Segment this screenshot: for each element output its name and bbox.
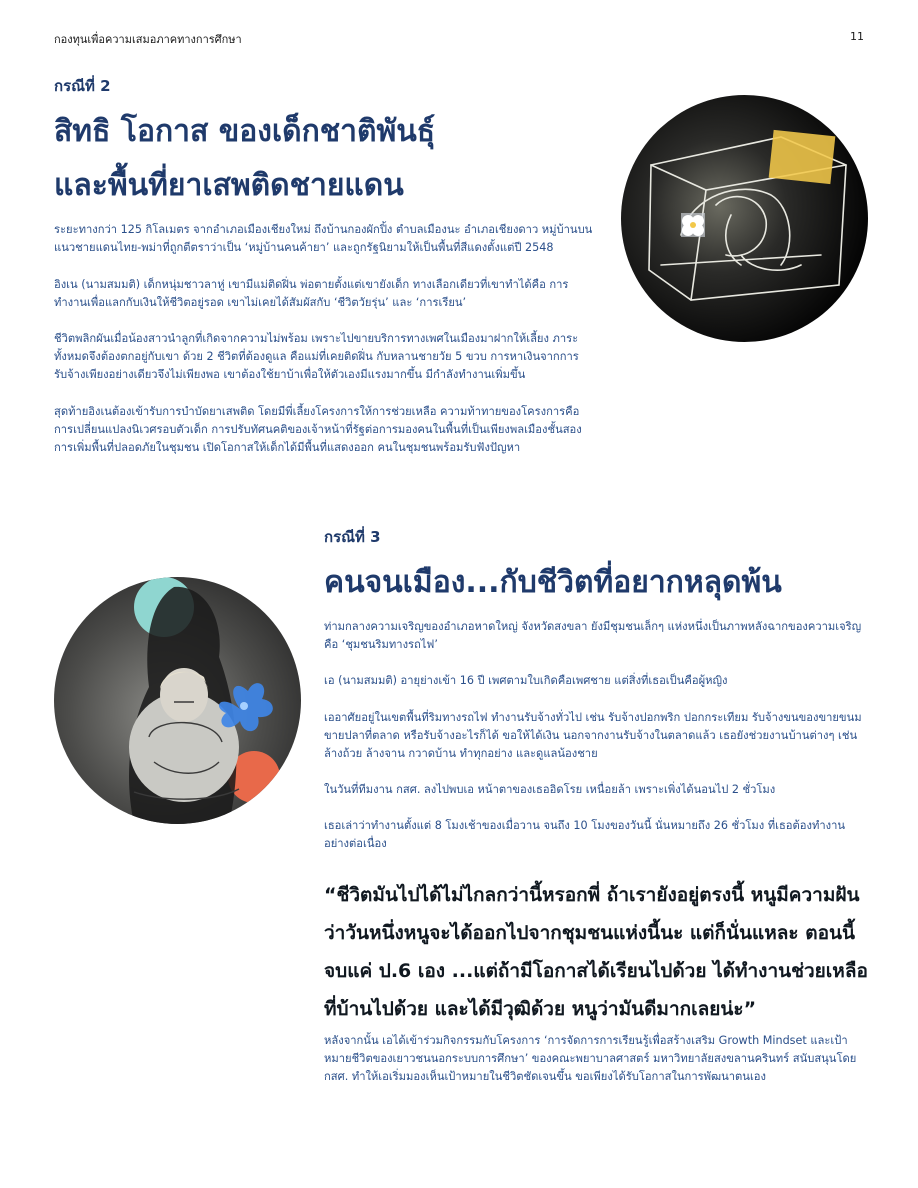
case2-paragraph-2: อิงเน (นามสมมติ) เด็กหนุ่มชาวลาหู่ เขามีแม่ติดฝิ่น พ่อตายตั้งแต่เขายังเด็ก ทางเลือกเดียวที่เขาทำได้คือ การทำงานเพื่อแลกกับเงินให้ชีวิตอยู่รอด เขาไม่เคยได้สัมผัสกับ ‘ชีวิตวัยรุ่น’ และ ‘การเรียน’ [54, 278, 569, 309]
case2-paragraph-3: ชีวิตพลิกผันเมื่อน้องสาวนำลูกที่เกิดจากความไม่พร้อม เพราะไปขายบริการทางเพศในเมืองมาฝากให้เลี้ยง ภาระทั้งหมดจึงต้องตกอยู่กับเขา ด้วย 2 ชีวิตที่ต้องดูแล คือแม่ที่เคยติดฝิ่น กับหลานชายวัย 5 ขวบ การหาเงินจากการรับจ้างเพียงอย่างเดียวจึงไม่เพียงพอ เขาต้องใช้ยาบ้าเพื่อให้ตัวเองมีแรงมากขึ้น มีกำลังทำงานเพิ่มขึ้น [54, 332, 579, 381]
case3-title: คนจนเมือง...กับชีวิตที่อยากหลุดพ้น [324, 565, 782, 600]
sketch-boy-in-box-image [621, 95, 868, 342]
case3-paragraph-4: ในวันที่ทีมงาน กสศ. ลงไปพบเอ หน้าตาของเธออิดโรย เหนื่อยล้า เพราะเพิ่งได้นอนไป 2 ชั่วโมง [324, 783, 776, 796]
header-organization: กองทุนเพื่อความเสมอภาคทางการศึกษา [54, 33, 242, 46]
case2-paragraph-4: สุดท้ายอิงเนต้องเข้ารับการบำบัดยาเสพติด โดยมีพี่เลี้ยงโครงการให้การช่วยเหลือ ความท้าทายของโครงการคือ การเปลี่ยนแปลงนิเวศรอบตัวเด็ก การปรับทัศนคติของเจ้าหน้าที่รัฐต่อการมองคนในพื้นที่เป็นเพียงพลเมืองชั้นสอง การเพิ่มพื้นที่ปลอดภัยในชุมชน เปิดโอกาสให้เด็กได้มีพื้นที่แสดงออก คนในชุมชนพร้อมรับฟังปัญหา [54, 405, 582, 454]
case2-label: กรณีที่ 2 [54, 77, 111, 95]
case2-title-line2: และพื้นที่ยาเสพติดชายแดน [54, 168, 404, 203]
case3-label: กรณีที่ 3 [324, 528, 381, 546]
case3-closing-paragraph: หลังจากนั้น เอได้เข้าร่วมกิจกรรมกับโครงการ ‘การจัดการการเรียนรู้เพื่อสร้างเสริม Growth Mindset และเป้าหมายชีวิตของเยาวชนนอกระบบการศึกษา’ ของคณะพยาบาลศาสตร์ มหาวิทยาลัยสงขลานครินทร์ สนับสนุนโดย กสศ. ทำให้เอเริ่มมองเห็นเป้าหมายในชีวิตชัดเจนขึ้น ขอเพียงได้รับโอกาสในการพัฒนาตนเอง [324, 1034, 857, 1083]
page-number: 11 [850, 30, 864, 43]
case2-illustration [621, 95, 868, 342]
case3-paragraph-2: เอ (นามสมมติ) อายุย่างเข้า 16 ปี เพศตามใบเกิดคือเพศชาย แต่สิ่งที่เธอเป็นคือผู้หญิง [324, 674, 728, 687]
case3-quote: “ชีวิตมันไปได้ไม่ไกลกว่านี้หรอกพี่ ถ้าเรายังอยู่ตรงนี้ หนูมีความฝันว่าวันหนึ่งหนูจะได้ออกไปจากชุมชนแห่งนี้นะ แต่ก็นั่นแหละ ตอนนี้จบแค่ ป.6 เอง ...แต่ถ้ามีโอกาสได้เรียนไปด้วย ได้ทำงานช่วยเหลือที่บ้านไปด้วย และได้มีวุฒิด้วย หนูว่ามันดีมากเลยน่ะ” [324, 884, 868, 1020]
case2-title-line1: สิทธิ โอกาส ของเด็กชาติพันธุ์ [54, 114, 436, 149]
case3-illustration [54, 577, 301, 824]
case3-paragraph-5: เธอเล่าว่าทำงานตั้งแต่ 8 โมงเช้าของเมื่อวาน จนถึง 10 โมงของวันนี้ นั่นหมายถึง 26 ชั่วโมง ที่เธอต้องทำงานอย่างต่อเนื่อง [324, 819, 846, 850]
case3-paragraph-1: ท่ามกลางความเจริญของอำเภอหาดใหญ่ จังหวัดสงขลา ยังมีชุมชนเล็กๆ แห่งหนึ่งเป็นภาพหลังฉากของความเจริญ คือ ‘ชุมชนริมทางรถไฟ’ [324, 620, 862, 651]
sketch-girl-hugging-knees-image [54, 577, 301, 824]
page-header [54, 30, 864, 46]
case3-paragraph-3: เออาศัยอยู่ในเขตพื้นที่ริมทางรถไฟ ทำงานรับจ้างทั่วไป เช่น รับจ้างปอกพริก ปอกกระเทียม รับจ้างขนของขายขนม ขายปลาที่ตลาด หรือรับจ้างอะไรก็ได้ ขอให้ได้เงิน นอกจากงานรับจ้างในตลาดแล้ว เธอยังช่วยงานบ้านต่างๆ เช่น ล้างถ้วย ล้างจาน กวาดบ้าน ทำทุกอย่าง และดูแลน้องชาย [324, 711, 862, 760]
case2-paragraph-1: ระยะทางกว่า 125 กิโลเมตร จากอำเภอเมืองเชียงใหม่ ถึงบ้านกองผักปิ้ง ตำบลเมืองนะ อำเภอเชียงดาว หมู่บ้านบนแนวชายแดนไทย-พม่าที่ถูกตีตราว่าเป็น ‘หมู่บ้านคนค้ายา’ และถูกรัฐนิยามให้เป็นพื้นที่สีแดงตั้งแต่ปี 2548 [54, 223, 593, 254]
